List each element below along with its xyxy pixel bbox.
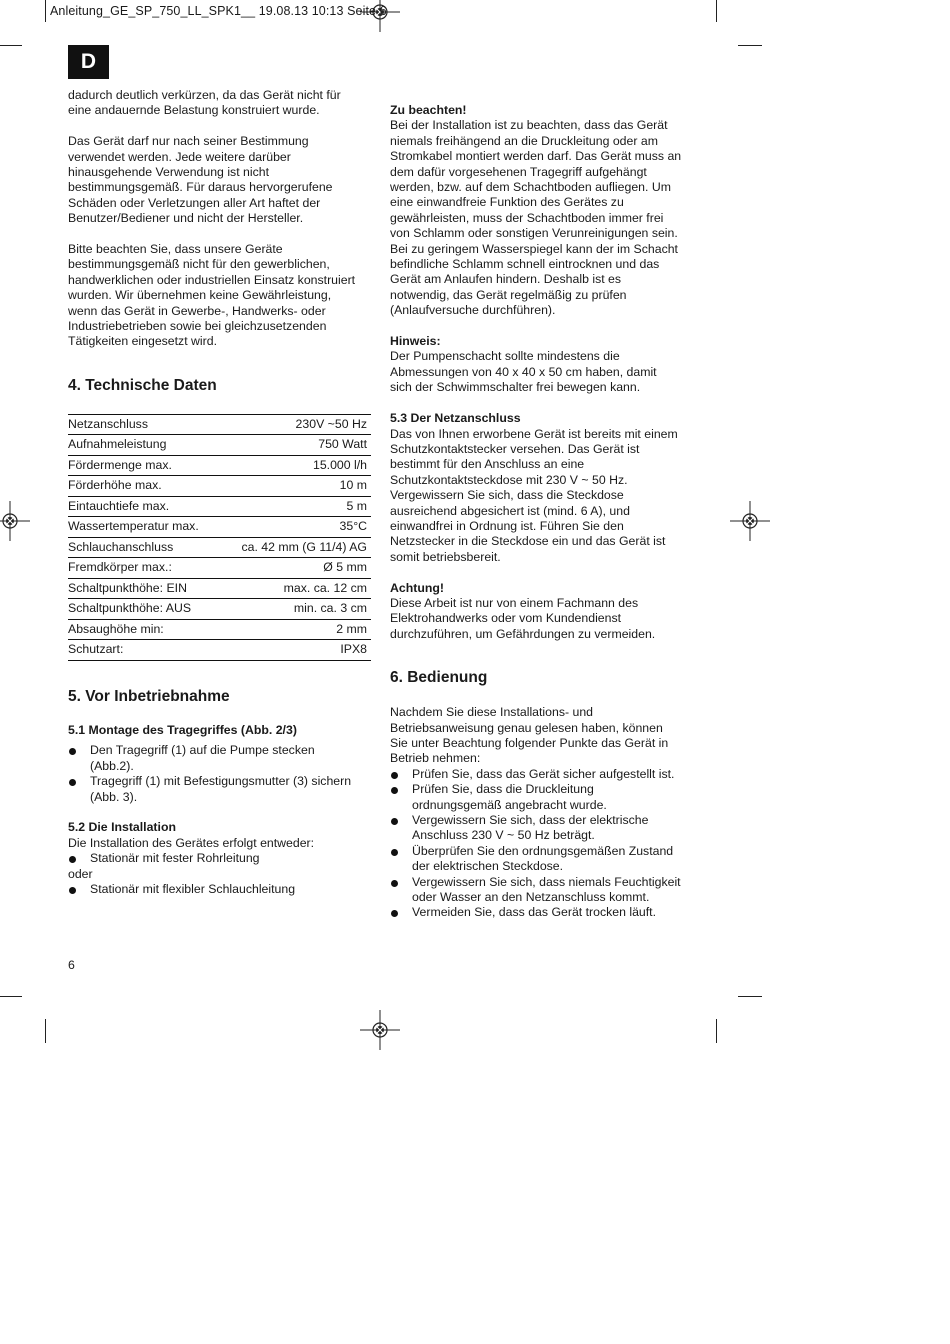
right-column: [390, 103, 700, 921]
spec-value: 750 Watt: [220, 435, 371, 456]
paragraph: Der Pumpenschacht sollte mindestens die Abmessungen von 40 x 40 x 50 cm haben, damit sich der Schwimmschalter frei bewegen kann.: [390, 349, 657, 395]
list-item: Den Tragegriff (1) auf die Pumpe stecken (Abb.2).: [68, 743, 371, 774]
list-item: Vermeiden Sie, dass das Gerät trocken läuft.: [390, 905, 700, 920]
crop-mark: [45, 1019, 46, 1043]
section-heading-before-operation: 5. Vor Inbetriebnahme: [68, 687, 230, 705]
list-item: Prüfen Sie, dass die Druckleitung ordnungsgemäß angebracht wurde.: [390, 782, 700, 813]
table-row: [68, 537, 371, 558]
paragraph: dadurch deutlich verkürzen, da das Gerät nicht für eine andauernde Belastung konstruiert wurde.: [68, 88, 341, 118]
spec-value: 230V ~50 Hz: [220, 414, 371, 435]
paragraph: Bitte beachten Sie, dass unsere Geräte bestimmungsgemäß nicht für den gewerblichen, handwerklichen oder industriellen Einsatz konstruiert wurden. Wir übernehmen keine Gewährleistung, wenn das Gerät in Gewerbe-, Handwerks- oder Industriebetrieben sowie bei gleichzusetzenden Tätigkeiten eingesetzt wird.: [68, 242, 356, 349]
spec-label: Fördermenge max.: [68, 455, 220, 476]
crop-mark: [716, 1019, 717, 1043]
spec-label: Eintauchtiefe max.: [68, 496, 220, 517]
section-heading-technical-data: 4. Technische Daten: [68, 376, 217, 394]
list-item: Prüfen Sie, dass das Gerät sicher aufgestellt ist.: [390, 767, 700, 782]
list-item: Tragegriff (1) mit Befestigungsmutter (3) sichern (Abb. 3).: [68, 774, 371, 805]
list-item: Stationär mit fester Rohrleitung: [68, 851, 371, 866]
table-row: [68, 599, 371, 620]
language-badge: D: [68, 45, 109, 79]
table-row: [68, 435, 371, 456]
paragraph: Diese Arbeit ist nur von einem Fachmann des Elektrohandwerks oder vom Kundendienst durchzuführen, um Gefährdungen zu vermeiden.: [390, 595, 656, 641]
technical-data-table: [68, 414, 371, 661]
table-row: [68, 414, 371, 435]
list-item: Vergewissern Sie sich, dass niemals Feuchtigkeit oder Wasser an den Netzanschluss kommt.: [390, 875, 700, 906]
table-row: [68, 558, 371, 579]
spec-value: min. ca. 3 cm: [220, 599, 371, 620]
spec-value: ca. 42 mm (G 11/4) AG: [220, 537, 371, 558]
spec-value: 2 mm: [220, 619, 371, 640]
spec-value: Ø 5 mm: [220, 558, 371, 579]
registration-mark-icon: [0, 501, 30, 541]
table-row: [68, 517, 371, 538]
spec-label: Fremdkörper max.:: [68, 558, 220, 579]
crop-mark: [0, 996, 22, 997]
spec-label: Aufnahmeleistung: [68, 435, 220, 456]
crop-mark: [738, 45, 762, 46]
paragraph: Die Installation des Gerätes erfolgt entweder:: [68, 835, 315, 850]
subsection-heading: 5.2 Die Installation: [68, 820, 176, 835]
list-item: Überprüfen Sie den ordnungsgemäßen Zustand der elektrischen Steckdose.: [390, 844, 700, 875]
spec-value: IPX8: [220, 640, 371, 661]
table-row: [68, 476, 371, 497]
crop-mark: [738, 996, 762, 997]
left-column: [68, 88, 371, 897]
crop-mark: [0, 45, 22, 46]
spec-label: Schaltpunkthöhe: AUS: [68, 599, 220, 620]
spec-label: Schaltpunkthöhe: EIN: [68, 578, 220, 599]
spec-value: 15.000 l/h: [220, 455, 371, 476]
spec-label: Schlauchanschluss: [68, 537, 220, 558]
registration-mark-icon: [730, 501, 770, 541]
table-row: [68, 455, 371, 476]
spec-label: Wassertemperatur max.: [68, 517, 220, 538]
subsection-heading: 5.3 Der Netzanschluss: [390, 411, 521, 426]
paragraph: Bei der Installation ist zu beachten, dass das Gerät niemals freihängend an die Druckleitung oder am Stromkabel montiert werden darf. Das Gerät muss an dem dafür vorgesehenen Tragegriff aufgehängt werden, bzw. auf dem Schachtboden aufliegen. Um eine einwandfreie Funktion des Gerätes zu gewährleisten, muss der Schachtboden immer frei von Schlamm oder sonstigen Verunreinigungen sein. Bei zu geringem Wasserspiegel kann der im Schacht befindliche Schlamm schnell eintrocknen und das Gerät am Anlaufen hindern. Deshalb ist es notwendig, das Gerät regelmäßig zu prüfen (Anlaufversuche durchführen).: [390, 118, 682, 318]
spec-label: Netzanschluss: [68, 414, 220, 435]
spec-value: max. ca. 12 cm: [220, 578, 371, 599]
hint-heading: Hinweis:: [390, 334, 441, 349]
table-row: [68, 578, 371, 599]
registration-mark-icon: [360, 1010, 400, 1050]
table-row: [68, 496, 371, 517]
list-item: Vergewissern Sie sich, dass der elektrische Anschluss 230 V ~ 50 Hz beträgt.: [390, 813, 700, 844]
spec-label: Absaughöhe min:: [68, 619, 220, 640]
subsection-heading: 5.1 Montage des Tragegriffes (Abb. 2/3): [68, 722, 297, 737]
table-row: [68, 640, 371, 661]
note-heading: Zu beachten!: [390, 103, 467, 117]
spec-value: 10 m: [220, 476, 371, 497]
spec-label: Schutzart:: [68, 640, 220, 661]
paragraph: Nachdem Sie diese Installations- und Betriebsanweisung genau gelesen haben, können Sie unter Beachtung folgender Punkte das Gerät in Betrieb nehmen:: [390, 705, 669, 766]
section-heading-operation: 6. Bedienung: [390, 669, 488, 687]
list-item: Stationär mit flexibler Schlauchleitung: [68, 882, 371, 897]
spec-value: 5 m: [220, 496, 371, 517]
table-row: [68, 619, 371, 640]
paragraph: oder: [68, 866, 93, 881]
crop-mark: [45, 0, 46, 22]
paragraph: Das Gerät darf nur nach seiner Bestimmung verwendet werden. Jede weitere darüber hinausgehende Verwendung ist nicht bestimmungsgemäß. Für daraus hervorgerufene Schäden oder Verletzungen aller Art haftet der Benutzer/Bediener und nicht der Hersteller.: [68, 134, 333, 226]
spec-label: Förderhöhe max.: [68, 476, 220, 497]
warning-heading: Achtung!: [390, 580, 444, 595]
crop-mark: [716, 0, 717, 22]
operation-checklist: [390, 767, 700, 921]
print-slug: Anleitung_GE_SP_750_LL_SPK1__ 19.08.13 10:13 Seite 6: [50, 4, 387, 18]
spec-value: 35°C: [220, 517, 371, 538]
page-number: 6: [68, 958, 75, 972]
paragraph: Das von Ihnen erworbene Gerät ist bereits mit einem Schutzkontaktstecker versehen. Das Gerät ist bestimmt für den Anschluss an eine Schutzkontaktsteckdose mit 230 V ~ 50 Hz. Vergewissern Sie sich, dass die Steckdose ausreichend abgesichert ist (mind. 6 A), und einwandfrei in Ordnung ist. Führen Sie den Netzstecker in die Steckdose ein und das Gerät ist somit betriebsbereit.: [390, 426, 678, 564]
